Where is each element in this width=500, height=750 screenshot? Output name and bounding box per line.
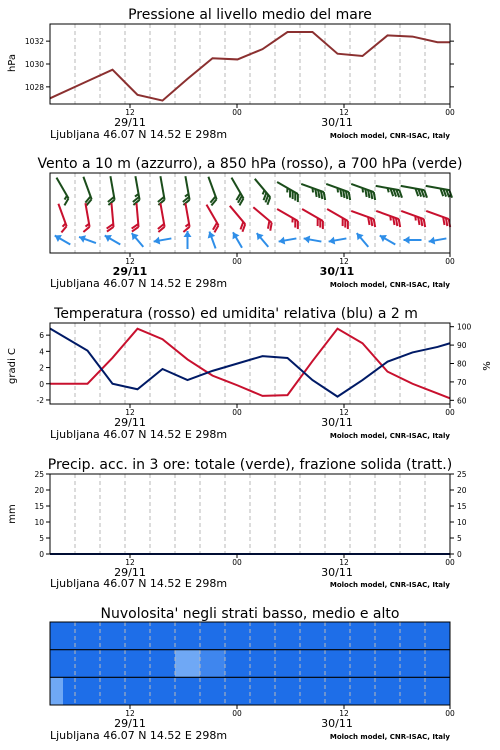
wind-arrow-head [404,236,410,244]
cloud-xaxis [114,705,455,730]
wind-barb [103,232,123,248]
temp-frame [50,323,450,404]
cloud-location: Ljubljana 46.07 N 14.52 E 298m [50,729,228,742]
wind-barb [299,184,328,200]
wind-barb [249,179,272,205]
wind-barb-shaft [253,207,271,222]
wind-barb-shaft [426,186,450,190]
wind-barb [224,206,247,232]
wind-barb-shaft [160,176,164,200]
x-tick-label: 12 [339,108,349,117]
wind-barb-shaft [401,211,424,219]
x-tick-label: 00 [232,709,242,718]
wind-barb [79,203,91,232]
x-tick-label: 12 [125,108,135,117]
pressure-ylabel: hPa [7,53,18,73]
wind-arrow-head [53,232,62,242]
wind-barb [274,209,302,229]
wind-barb-shaft [255,179,270,197]
wind-barb [299,209,327,229]
cloud-plot [50,622,450,705]
y-tick-label: 15 [34,502,44,511]
wind-barb-flag [183,227,191,232]
wind-barb-shaft [376,211,399,219]
y-tick-label: 0 [39,379,44,389]
pressure-location: Ljubljana 46.07 N 14.52 E 298m [50,128,228,141]
wind-barb [154,176,166,205]
temp-ylabel: gradi C [7,348,18,384]
precip-plot [34,470,466,559]
y-tick-label: 10 [34,518,44,527]
temp-location: Ljubljana 46.07 N 14.52 E 298m [50,428,228,441]
y2-tick-label: 10 [457,518,467,527]
x-tick-label: 00 [232,408,242,417]
wind-barb [53,232,73,248]
y2-tick-label: 80 [457,359,467,369]
wind-barb [104,176,116,205]
cloud-cell [50,677,63,705]
x-tick-label: 00 [445,257,455,266]
y2-tick-label: 100 [457,322,472,332]
wind-barb [428,234,447,245]
y-tick-label: 4 [39,347,44,357]
wind-arrow-head [378,232,387,242]
wind-barb [206,230,220,250]
wind-barb [354,231,372,250]
wind-barb [374,186,403,198]
wind-barb [129,231,147,250]
wind-barb-shaft [351,211,374,219]
y2-tick-label: 20 [457,486,467,495]
wind-arrow-head [206,230,216,238]
wind-barb-shaft [208,177,216,200]
x-tick-label: 12 [339,257,349,266]
wind-barb [378,232,398,248]
x-date-label: 29/11 [114,416,146,429]
y2-tick-label: 15 [457,502,467,511]
wind-barb-flag [83,227,91,232]
wind-barb [424,186,453,198]
pressure-plot [25,24,454,104]
precip-xaxis [114,554,455,579]
x-tick-label: 00 [445,408,455,417]
wind-barb-shaft [160,203,164,227]
wind-barb [349,211,378,227]
wind-barb [200,205,220,233]
y-tick-label: 20 [34,486,44,495]
x-date-label: 29/11 [114,717,146,730]
wind-barb-shaft [58,204,66,227]
wind-barb [349,184,378,200]
wind-barb [184,231,192,249]
y-tick-label: 1030 [24,60,44,69]
wind-barb [153,234,172,245]
wind-barb-shaft [230,206,245,224]
x-tick-label: 12 [125,257,135,266]
temp-model: Moloch model, CNR-ISAC, Italy [329,432,450,440]
x-date-label: 29/11 [112,265,148,278]
wind-barb-shaft [185,203,189,227]
y2-tick-label: 0 [457,550,462,559]
wind-barb-flag [62,198,70,205]
wind-barb [303,234,322,245]
wind-barb-shaft [302,209,323,221]
y2-tick-label: 60 [457,396,467,406]
wind-barb [424,211,453,227]
x-date-label: 30/11 [319,265,355,278]
wind-barb-shaft [401,186,425,190]
x-tick-label: 12 [339,709,349,718]
wind-location: Ljubljana 46.07 N 14.52 E 298m [50,277,228,290]
wind-barb [78,233,98,247]
wind-barb [254,231,272,250]
wind-barb-shaft [426,211,449,219]
wind-plot [50,173,453,253]
cloud-title: Nuvolosita' negli strati basso, medio e alto [100,606,400,622]
y-tick-label: 1032 [24,37,44,47]
wind-barb-flag [60,226,68,232]
y2-tick-label: 90 [457,341,467,351]
x-tick-label: 12 [339,408,349,417]
wind-barb [202,177,218,206]
x-date-label: 30/11 [321,116,353,129]
wind-barb-shaft [327,209,348,221]
wind-arrow-head [78,233,86,243]
wind-barb [225,178,245,206]
x-date-label: 29/11 [114,566,146,579]
cloud-model: Moloch model, CNR-ISAC, Italy [329,733,450,741]
pressure-xaxis [114,104,455,129]
wind-barb [249,207,275,230]
wind-barb [179,176,191,205]
wind-barb [328,234,347,245]
wind-barb [274,182,302,202]
y-tick-label: 5 [39,534,44,543]
x-tick-label: 12 [125,709,135,718]
temp-title: Temperatura (rosso) ed umidita' relativa (blu) a 2 m [54,306,418,322]
wind-barb [399,211,428,227]
wind-barb [404,236,422,244]
x-tick-label: 00 [445,709,455,718]
wind-arrow-head [230,230,240,239]
precip-model: Moloch model, CNR-ISAC, Italy [329,581,450,589]
x-date-label: 30/11 [321,566,353,579]
y-tick-label: 1028 [24,82,44,92]
precip-frame [50,474,450,554]
wind-barb [77,177,93,206]
wind-barb [374,211,403,227]
wind-barb [154,203,166,232]
precip-ylabel: mm [7,504,18,524]
wind-barb [129,176,141,205]
wind-barb-shaft [85,203,89,227]
wind-barb-shaft [110,176,114,200]
wind-barb-shaft [57,178,69,199]
temp-plot [37,323,472,406]
y2-tick-label: 70 [457,377,467,387]
wind-barb [324,184,353,200]
wind-barb-shaft [83,177,91,200]
wind-xaxis [113,253,455,278]
wind-barb [52,204,68,233]
wind-barb [278,234,297,245]
y-tick-label: 2 [39,363,44,373]
precip-title: Precip. acc. in 3 ore: totale (verde), frazione solida (tratt.) [47,457,453,473]
x-tick-label: 00 [232,558,242,567]
wind-barb [129,203,138,232]
x-tick-label: 00 [232,257,242,266]
cloud-cell [200,650,225,678]
wind-title: Vento a 10 m (azzurro), a 850 hPa (rosso), a 700 hPa (verde) [37,156,463,172]
x-tick-label: 12 [339,558,349,567]
wind-barb [324,209,352,229]
x-tick-label: 00 [445,108,455,117]
x-date-label: 30/11 [321,416,353,429]
wind-barb-shaft [232,178,244,199]
y-tick-label: 6 [39,331,44,341]
y-tick-label: 25 [34,470,44,479]
y-tick-label: 0 [39,550,44,559]
wind-barb [399,186,428,198]
x-tick-label: 00 [445,558,455,567]
x-date-label: 29/11 [114,116,146,129]
x-date-label: 30/11 [321,717,353,730]
wind-barb [50,178,70,206]
x-tick-label: 12 [125,408,135,417]
wind-barb [104,203,113,232]
pressure-model: Moloch model, CNR-ISAC, Italy [329,132,450,140]
x-tick-label: 00 [232,108,242,117]
precip-location: Ljubljana 46.07 N 14.52 E 298m [50,577,228,590]
wind-barb-shaft [207,205,219,226]
rh-ylabel: % [482,361,493,371]
temp-xaxis [114,404,455,429]
wind-barb [230,230,246,250]
y-tick-label: -2 [36,395,44,405]
cloud-cell [175,650,200,678]
wind-arrow-head [103,232,112,242]
wind-barb [179,203,191,232]
pressure-title: Pressione al livello medio del mare [128,7,372,23]
wind-barb-shaft [277,209,298,221]
x-tick-label: 12 [125,558,135,567]
y2-tick-label: 5 [457,534,462,543]
wind-model: Moloch model, CNR-ISAC, Italy [329,281,450,289]
y2-tick-label: 25 [457,470,467,479]
